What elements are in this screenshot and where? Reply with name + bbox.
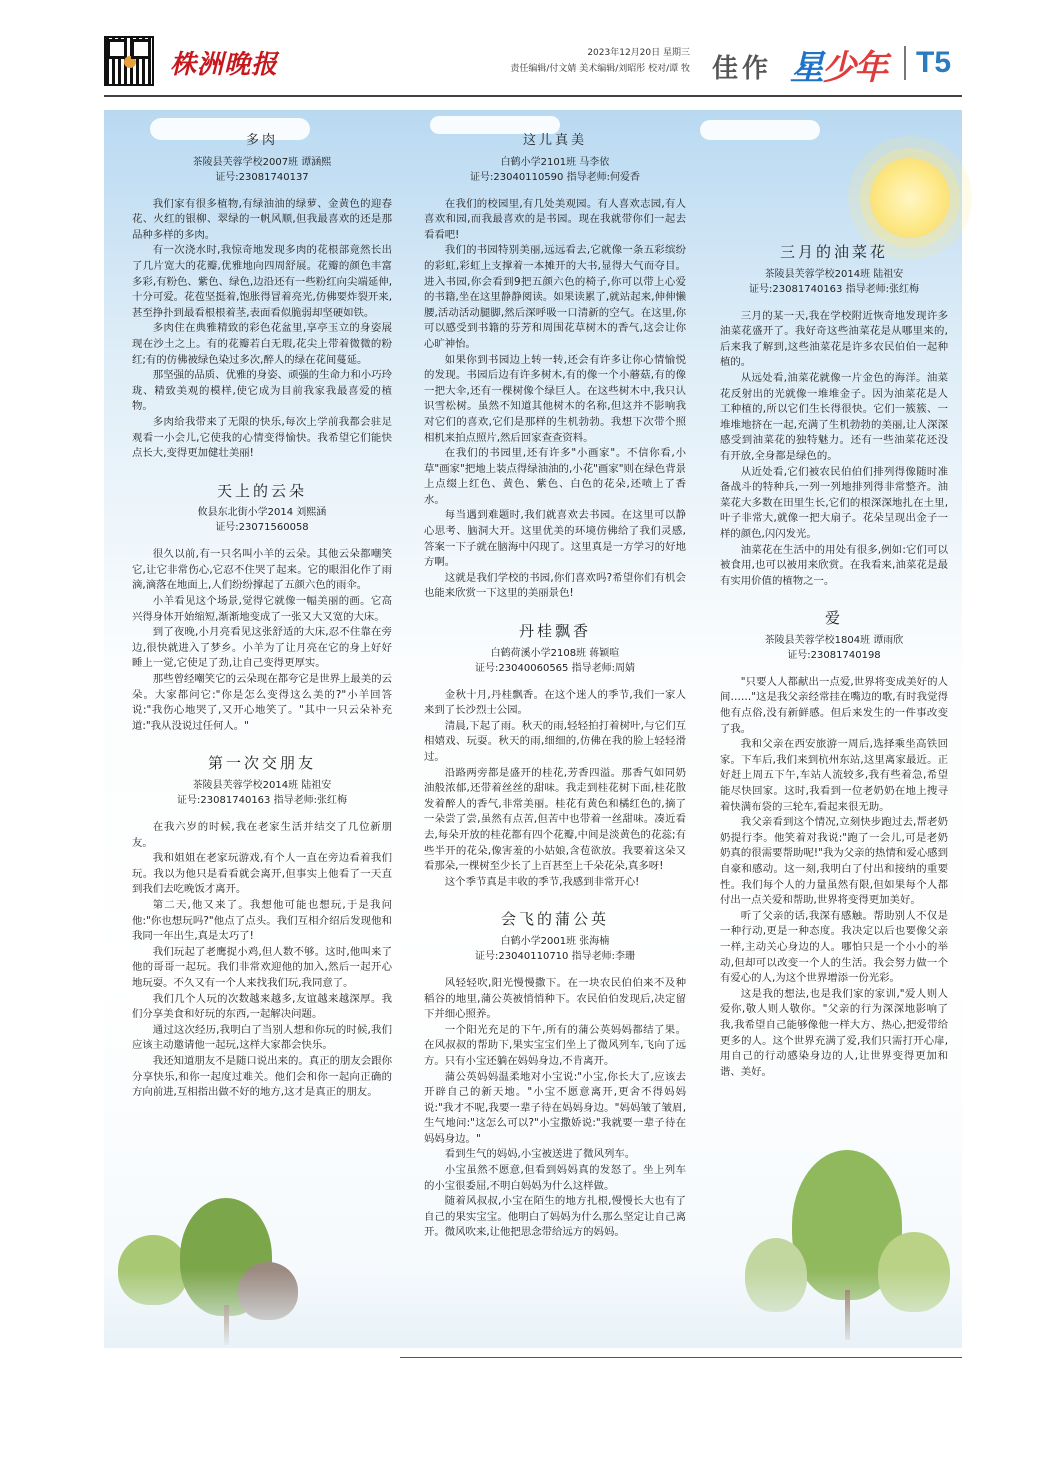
article-byline: 白鹤荷溪小学2108班 蒋颖喧 [490, 647, 620, 659]
editor-credits: 责任编辑/付文婧 美术编辑/刘昭彤 校对/谭 牧 [510, 64, 690, 74]
article-title: 这儿真美 [522, 133, 587, 148]
footer-divider [400, 1357, 962, 1358]
sun-decoration [870, 158, 950, 238]
header-divider [104, 95, 962, 97]
column-middle [424, 133, 686, 1263]
issue-meta [510, 46, 690, 74]
article-paragraph: 多肉住在典雅精致的彩色花盆里,享亭玉立的身姿展现在沙土之上。有的花瓣若白无瑕,花尖上带着微微的粉红;有的仿佛被绿色染过多次,醉人的绿在花间蔓延。 [132, 322, 392, 366]
article-paragraph: "只要人人都献出一点爱,世界将变成美好的人间……"这是我父亲经常挂在嘴边的歌,有时我觉得他有点俗,没有新鲜感。但后来发生的一件事改变了我。 [720, 675, 948, 735]
article-paragraph: 到了夜晚,小月亮看见这张舒适的大床,忍不住靠在旁边,很快就进入了梦乡。小羊为了让月亮在它的身上好好睡上一觉,它使足了劲,让自己变得更厚实。 [132, 626, 392, 670]
article-paragraph: 随着风叔叔,小宝在陌生的地方扎根,慢慢长大也有了自己的果实宝宝。他明白了妈妈为什么那么坚定让自己离开。微风吹来,让他把思念带给远方的妈妈。 [424, 1195, 686, 1239]
column-left [132, 133, 392, 1123]
article-byline: 攸县东北街小学2014 刘熙涵 [197, 507, 327, 519]
article-cert: 证号:23081740137 [215, 171, 309, 183]
section-name: 佳作 [712, 54, 773, 84]
article-first-friend [132, 756, 392, 1100]
article-title: 天上的云朵 [216, 481, 307, 500]
article-paragraph: 从近处看,它们被农民伯伯们排列得像随时准备战斗的特种兵,一列一列地排列得非常整齐。油菜花大多数在田里生长,它们的根深深地扎在土里,叶子非常大,就像一把大扇子。花朵呈现出金子一样的颜色,闪闪发光。 [720, 465, 948, 540]
logo-youth-text: 少年 [822, 48, 886, 88]
article-dandelion [424, 912, 686, 1241]
article-paragraph: 很久以前,有一只名叫小羊的云朵。其他云朵都嘲笑它,让它非常伤心,它忍不住哭了起来。它的眼泪化作了雨滴,滴落在地面上,人们纷纷撑起了五颜六色的雨伞。 [132, 548, 392, 592]
article-paragraph: 小宝虽然不愿意,但看到妈妈真的发怒了。坐上列车的小宝很委屈,不明白妈妈为什么这样做。 [424, 1164, 686, 1192]
article-paragraph: 一个阳光充足的下午,所有的蒲公英妈妈都结了果。在风叔叔的帮助下,果实宝宝们坐上了微风列车,飞向了远方。只有小宝还躺在妈妈身边,不肯离开。 [424, 1023, 686, 1067]
article-paragraph: 蒲公英妈妈温柔地对小宝说:"小宝,你长大了,应该去开辟自己的新天地。"小宝不愿意离开,更舍不得妈妈说:"我才不呢,我要一辈子待在妈妈身边。"妈妈皱了皱眉,生气地问:"这怎么可以?"小宝撒娇说:"我就要一辈子待在妈妈身边。" [424, 1070, 686, 1145]
article-paragraph: 我们的书园特别美丽,远远看去,它就像一条五彩缤纷的彩虹,彩虹上支撑着一本摊开的大书,显得大气而夺目。进入书园,你会看到9把五颜六色的椅子,你可以带上心爱的书籍,坐在这里静静阅读。如果读累了,就站起来,伸伸懒腰,活动活动腿脚,然后深呼吸一口清新的空气。在这里,你可以感受到书籍的芬芳和周围花草树木的香气,这会让你心旷神怡。 [424, 244, 686, 350]
article-paragraph: 这是我的想法,也是我们家的家训,"爱人则人爱你,敬人则人敬你。"父亲的行为深深地影响了我,我希望自己能够像他一样大方、热心,把爱带给更多的人。这个世界充满了爱,我们只需打开心扉,用自己的行动感染身边的人,让世界变得更加和谐、美好。 [720, 987, 948, 1078]
article-paragraph: 这就是我们学校的书园,你们喜欢吗?希望你们有机会也能来欣赏一下这里的美丽景色! [424, 571, 686, 600]
article-cert: 证号:23081740198 [787, 649, 881, 661]
article-paragraph: 第二天,他又来了。我想他可能也想玩,于是我问他:"你也想玩吗?"他点了点头。我们互相介绍后发现他和我同一年出生,真是太巧了! [132, 898, 392, 943]
article-beautiful-here [424, 133, 686, 602]
article-paragraph: 从远处看,油菜花就像一片金色的海洋。油菜花反射出的光就像一堆堆金子。因为油菜花是人工种植的,所以它们生长得很快。它们一簇簇、一堆堆地挤在一起,充满了生机勃勃的美丽,让人深深感受到油菜花的独特魅力。还有一些油菜花还没有开放,全身都是绿色的。 [720, 371, 948, 462]
qr-code-icon [104, 36, 154, 86]
page-number: T5 [904, 46, 951, 80]
article-paragraph: 如果你到书园边上转一转,还会有许多让你心情愉悦的发现。书园后边有许多树木,有的像一个小蘑菇,有的像一把大伞,还有一棵树像个绿巨人。在这些树木中,我只认识雪松树。虽然不知道其他树木的名称,但这并不影响我对它们的喜欢,它们是那样的生机勃勃。我想下次带个照相机来拍点照片,然后回家查查资料。 [424, 353, 686, 444]
article-paragraph: 我们几个人玩的次数越来越多,友谊越来越深厚。我们分享美食和好玩的东西,一起解决问题。 [132, 992, 392, 1021]
article-paragraph: 在我六岁的时候,我在老家生活并结交了几位新朋友。 [132, 821, 392, 849]
article-paragraph: 清晨,下起了雨。秋天的雨,轻轻拍打着树叶,与它们互相嬉戏、玩耍。秋天的雨,细细的,仿佛在我的脸上轻轻滑过。 [424, 719, 686, 763]
newspaper-brand: 株洲晚报 [170, 50, 279, 80]
article-cert: 证号:23040110710 指导老师:李珊 [475, 950, 635, 962]
article-title: 三月的油菜花 [779, 243, 888, 261]
article-succulents [132, 133, 392, 462]
article-paragraph: 在我们的书园里,还有许多"小画家"。不信你看,小草"画家"把地上装点得绿油油的,小花"画家"则在绿色背景上点缀上红色、黄色、紫色、白色的花朵,还喷上了香水。 [424, 447, 686, 506]
page-header [0, 0, 1039, 100]
article-byline: 茶陵县芙蓉学校2014班 陆祖安 [192, 780, 332, 791]
logo-star-text: 星 [790, 48, 822, 88]
article-byline: 茶陵县芙蓉学校2007班 谭涵熙 [192, 156, 332, 168]
article-title: 丹桂飘香 [518, 622, 591, 641]
article-paragraph: 我们家有很多植物,有绿油油的绿萝、金黄色的迎春花、火红的银柳、翠绿的一帆风顺,但我最喜欢的还是那品种多样的多肉。 [132, 197, 392, 241]
article-paragraph: 那些曾经嘲笑它的云朵现在都夸它是世界上最美的云朵。大家都问它:"你是怎么变得这么美的?"小羊回答说:"我伤心地哭了,又开心地笑了。"其中一只云朵补充道:"我从没说过任何人。" [132, 673, 392, 732]
article-title: 多肉 [245, 133, 278, 148]
article-paragraph: 三月的某一天,我在学校附近恢奇地发现许多油菜花盛开了。我好奇这些油菜花是从哪里来的,后来我了解到,这些油菜花是许多农民伯伯一起种植的。 [720, 309, 948, 369]
article-paragraph: 金秋十月,丹桂飘香。在这个迷人的季节,我们一家人来到了长沙烈士公园。 [424, 688, 686, 717]
article-title: 第一次交朋友 [207, 754, 316, 773]
article-paragraph: 听了父亲的话,我深有感触。帮助别人不仅是一种行动,更是一种态度。我决定以后也要像父亲一样,主动关心身边的人。哪怕只是一个小小的举动,但却可以改变一个人的生活。我会努力做一个有爱心的人,为这个世界增添一份光彩。 [720, 909, 948, 985]
article-title: 会飞的蒲公英 [500, 910, 609, 929]
article-paragraph: 油菜花在生活中的用处有很多,例如:它们可以被食用,也可以被用来欣赏。在我看来,油菜花是最有实用价值的植物之一。 [720, 543, 948, 587]
article-paragraph: 我们玩起了老鹰捉小鸡,但人数不够。这时,他叫来了他的哥哥一起玩。我们非常欢迎他的加入,然后一起开心地玩耍。不久又有一个人来找我们玩,我同意了。 [132, 945, 392, 989]
article-clouds [132, 481, 392, 735]
article-byline: 茶陵县芙蓉学校1804班 谭雨欣 [764, 634, 904, 646]
article-osmanthus [424, 624, 686, 890]
article-cert: 证号:23081740163 指导老师:张红梅 [177, 795, 347, 806]
article-paragraph: 在我们的校园里,有几处美观园。有人喜欢志园,有人喜欢和园,而我最喜欢的是书园。现在我就带你们一起去看看吧! [424, 197, 686, 241]
article-paragraph: 那坚强的品质、优雅的身姿、顽强的生命力和小巧玲珑、精致美观的模样,使它成为目前我家我最喜爱的植物。 [132, 369, 392, 413]
article-paragraph: 通过这次经历,我明白了当别人想和你玩的时候,我们应该主动邀请他一起玩,这样大家都会快乐。 [132, 1023, 392, 1052]
cloud-decoration [700, 120, 820, 140]
article-paragraph: 这个季节真是丰收的季节,我感到非常开心! [444, 875, 640, 888]
article-paragraph: 多肉给我带来了无限的快乐,每次上学前我都会驻足观看一小会儿,它使我的心情变得愉快。我希望它们能快点长大,变得更加健壮美丽! [132, 415, 392, 460]
article-cert: 证号:23081740163 指导老师:张红梅 [749, 283, 919, 295]
article-love [720, 611, 948, 1080]
article-paragraph: 沿路两旁都是盛开的桂花,芳香四溢。那香气如同奶油般浓郁,还带着丝丝的甜味。我走到桂花树下面,桂花散发着醉人的香气,非常美丽。桂花有黄色和橘红色的,摘了一朵尝了尝,虽然有点苦,但苦中也带着一丝甜味。凑近看去,每朵开放的桂花都有四个花瓣,中间是淡黄色的花蕊;有些半开的花朵,像害羞的小姑娘,含苞欲放。我要着这朵又看那朵,一棵树至少长了上百甚至上千朵花朵,真多呀! [424, 766, 686, 873]
article-paragraph: 我还知道朋友不是随口说出来的。真正的朋友会跟你分享快乐,和你一起度过难关。他们会和你一起向正确的方向前进,互相指出做不好的地方,这才是真正的朋友。 [132, 1054, 392, 1099]
article-paragraph: 小羊看见这个场景,觉得它就像一幅美丽的画。它高兴得身体开始缩短,渐渐地变成了一张又大又宽的大床。 [132, 595, 392, 623]
article-paragraph: 我和父亲在西安旅游一周后,选择乘坐高铁回家。下车后,我们来到杭州东站,这里离家最近。正好赶上周五下午,车站人流较多,我有些着急,希望能尽快回家。这时,我看到一位老奶奶在地上搜寻着快满布袋的三轮车,看起来很无助。 [720, 738, 948, 813]
article-title: 爱 [824, 609, 843, 628]
article-cert: 证号:23040110590 指导老师:何爱香 [470, 171, 640, 183]
article-cert: 证号:23040060565 指导老师:周婧 [475, 662, 635, 674]
article-rapeseed [720, 245, 948, 589]
ground-decoration [104, 1270, 962, 1348]
issue-date: 2023年12月20日 星期三 [587, 48, 690, 58]
article-byline: 茶陵县芙蓉学校2014班 陆祖安 [764, 268, 904, 280]
column-right [720, 245, 948, 1102]
article-paragraph: 每当遇到难题时,我们就喜欢去书园。在这里可以静心思考、脑洞大开。这里优美的环境仿佛给了我们灵感,答案一下子就在脑海中闪现了。这里真是一方学习的好地方啊。 [424, 509, 686, 569]
section-logo [790, 40, 886, 89]
cloud-decoration [430, 116, 560, 134]
article-paragraph: 我父亲看到这个情况,立刻快步跑过去,帮老奶奶提行李。他笑着对我说:"跑了一会儿,可是老奶奶真的很需要帮助呢!"我为父亲的热情和爱心感到自豪和感动。这一刻,我明白了付出和接纳的重要性。我们每个人的力量虽然有限,但如果每个人都付出一点关爱和帮助,世界将变得更加美好。 [720, 816, 948, 907]
article-paragraph: 风轻轻吹,阳光慢慢撒下。在一块农民伯伯来不及种稻谷的地里,蒲公英被悄悄种下。农民伯伯发现后,决定留下并细心照养。 [424, 976, 686, 1021]
article-byline: 白鹤小学2101班 马李依 [500, 156, 610, 168]
article-paragraph: 有一次浇水时,我惊奇地发现多肉的花根部竟然长出了几片宽大的花瓣,优雅地向四周舒展。花瓣的颜色丰富多彩,有粉色、紫色、绿色,边沿还有一些粉红向尖端延伸,十分可爱。花苞坚挺着,饱胀得冒着亮光,仿佛要炸裂开来,甚至挣扑到最看根根着茎,表面看似脆弱却坚硬如铁。 [132, 244, 392, 319]
article-paragraph: 看到生气的妈妈,小宝被送进了微风列车。 [444, 1148, 636, 1161]
article-paragraph: 我和姐姐在老家玩游戏,有个人一直在旁边看着我们玩。我以为他只是看看就会离开,但事实上他看了一天直到我们去吃晚饭才离开。 [132, 852, 392, 896]
article-cert: 证号:23071560058 [215, 522, 309, 534]
article-byline: 白鹤小学2001班 张海楠 [500, 935, 610, 947]
